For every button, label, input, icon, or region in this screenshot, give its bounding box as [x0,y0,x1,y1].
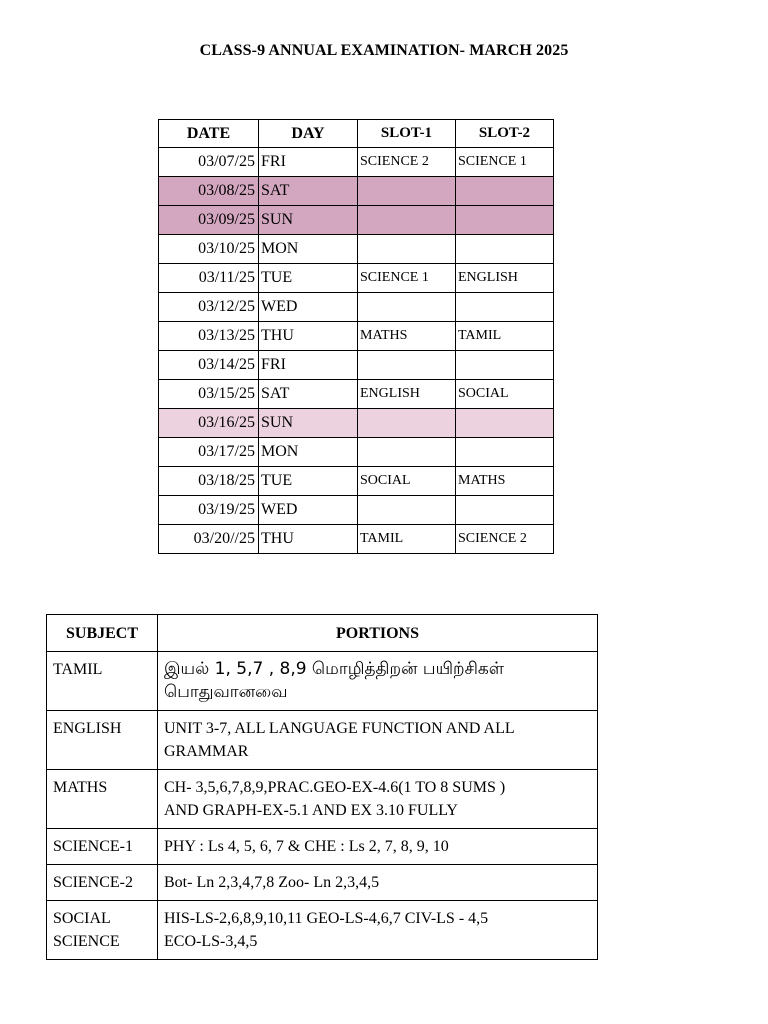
slot-2-cell: TAMIL [456,322,554,351]
portion-line: UNIT 3-7, ALL LANGUAGE FUNCTION AND ALL [164,720,515,737]
portion-line: ECO-LS-3,4,5 [164,933,258,950]
slot-2-cell: ENGLISH [456,264,554,293]
page-title: CLASS-9 ANNUAL EXAMINATION- MARCH 2025 [199,42,569,59]
day-cell: TUE [259,264,358,293]
portions-cell [158,829,598,865]
slot-2-cell [456,438,554,467]
slot-2-cell [456,235,554,264]
date-cell: 03/17/25 [159,438,259,467]
date-cell: 03/13/25 [159,322,259,351]
day-cell: FRI [259,148,358,177]
portions-row [47,829,598,865]
schedule-row [159,525,554,554]
subject-line: ENGLISH [53,720,122,737]
schedule-row [159,206,554,235]
schedule-header-row [159,120,554,148]
day-cell: THU [259,525,358,554]
portion-line: PHY : Ls 4, 5, 6, 7 & CHE : Ls 2, 7, 8, 9, 10 [164,838,449,855]
slot-2-cell [456,177,554,206]
slot-1-cell: SCIENCE 1 [358,264,456,293]
slot-2-cell: SOCIAL [456,380,554,409]
schedule-body [159,148,554,554]
schedule-row [159,438,554,467]
schedule-row [159,351,554,380]
portions-cell [158,711,598,770]
schedule-row [159,467,554,496]
portion-line: Bot- Ln 2,3,4,7,8 Zoo- Ln 2,3,4,5 [164,874,380,891]
day-cell: SAT [259,177,358,206]
subject-line: SCIENCE-1 [53,838,133,855]
day-cell: THU [259,322,358,351]
day-cell: WED [259,293,358,322]
portions-header-row [47,615,598,652]
slot-2-cell: SCIENCE 2 [456,525,554,554]
portion-line: பொதுவானவை [164,682,288,702]
slot-1-cell [358,293,456,322]
schedule-row [159,293,554,322]
date-cell: 03/15/25 [159,380,259,409]
portions-row [47,770,598,829]
date-cell: 03/20//25 [159,525,259,554]
date-cell: 03/11/25 [159,264,259,293]
schedule-row [159,380,554,409]
subject-line: TAMIL [53,661,103,678]
portions-table [46,614,598,960]
schedule-row [159,177,554,206]
slot-2-cell [456,206,554,235]
date-cell: 03/19/25 [159,496,259,525]
slot-2-cell [456,351,554,380]
subject-cell [47,711,158,770]
schedule-row [159,235,554,264]
portions-cell [158,652,598,711]
slot-2-cell [456,496,554,525]
header-slot-1: SLOT-1 [358,120,456,148]
date-cell: 03/14/25 [159,351,259,380]
date-cell: 03/10/25 [159,235,259,264]
slot-2-cell: SCIENCE 1 [456,148,554,177]
schedule-row [159,148,554,177]
day-cell: MON [259,235,358,264]
schedule-row [159,496,554,525]
slot-1-cell [358,496,456,525]
slot-1-cell: SOCIAL [358,467,456,496]
portion-line: CH- 3,5,6,7,8,9,PRAC.GEO-EX-4.6(1 TO 8 SUMS ) [164,779,506,796]
exam-schedule-table [158,119,554,554]
slot-2-cell [456,293,554,322]
portions-cell [158,901,598,960]
schedule-row [159,264,554,293]
date-cell: 03/18/25 [159,467,259,496]
portion-line: HIS-LS-2,6,8,9,10,11 GEO-LS-4,6,7 CIV-LS - 4,5 [164,910,489,927]
date-cell: 03/08/25 [159,177,259,206]
day-cell: SUN [259,409,358,438]
slot-1-cell [358,438,456,467]
schedule-row [159,409,554,438]
slot-2-cell [456,409,554,438]
day-cell: MON [259,438,358,467]
date-cell: 03/07/25 [159,148,259,177]
portions-row [47,652,598,711]
slot-1-cell: ENGLISH [358,380,456,409]
subject-cell [47,652,158,711]
portion-line: GRAMMAR [164,743,249,760]
portions-cell [158,770,598,829]
portions-cell [158,865,598,901]
date-cell: 03/16/25 [159,409,259,438]
subject-cell [47,829,158,865]
slot-1-cell [358,235,456,264]
subject-cell [47,770,158,829]
header-subject: SUBJECT [47,615,158,652]
slot-1-cell [358,409,456,438]
subject-line: SOCIAL [53,910,111,927]
subject-line: SCIENCE-2 [53,874,133,891]
day-cell: WED [259,496,358,525]
day-cell: SAT [259,380,358,409]
slot-1-cell: TAMIL [358,525,456,554]
day-cell: FRI [259,351,358,380]
header-slot-2: SLOT-2 [456,120,554,148]
slot-1-cell [358,206,456,235]
slot-1-cell: SCIENCE 2 [358,148,456,177]
header-day: DAY [259,120,358,148]
day-cell: SUN [259,206,358,235]
portions-row [47,711,598,770]
header-portions: PORTIONS [158,615,598,652]
schedule-row [159,322,554,351]
day-cell: TUE [259,467,358,496]
subject-line: MATHS [53,779,108,796]
date-cell: 03/09/25 [159,206,259,235]
portions-body [47,652,598,960]
slot-1-cell [358,177,456,206]
portions-row [47,901,598,960]
portion-line: AND GRAPH-EX-5.1 AND EX 3.10 FULLY [164,802,458,819]
subject-cell [47,901,158,960]
slot-1-cell [358,351,456,380]
slot-2-cell: MATHS [456,467,554,496]
subject-line: SCIENCE [53,933,120,950]
slot-1-cell: MATHS [358,322,456,351]
portion-line: இயல் 1, 5,7 , 8,9 மொழித்திறன் பயிற்சிகள் [164,659,505,679]
portions-row [47,865,598,901]
date-cell: 03/12/25 [159,293,259,322]
header-date: DATE [159,120,259,148]
subject-cell [47,865,158,901]
